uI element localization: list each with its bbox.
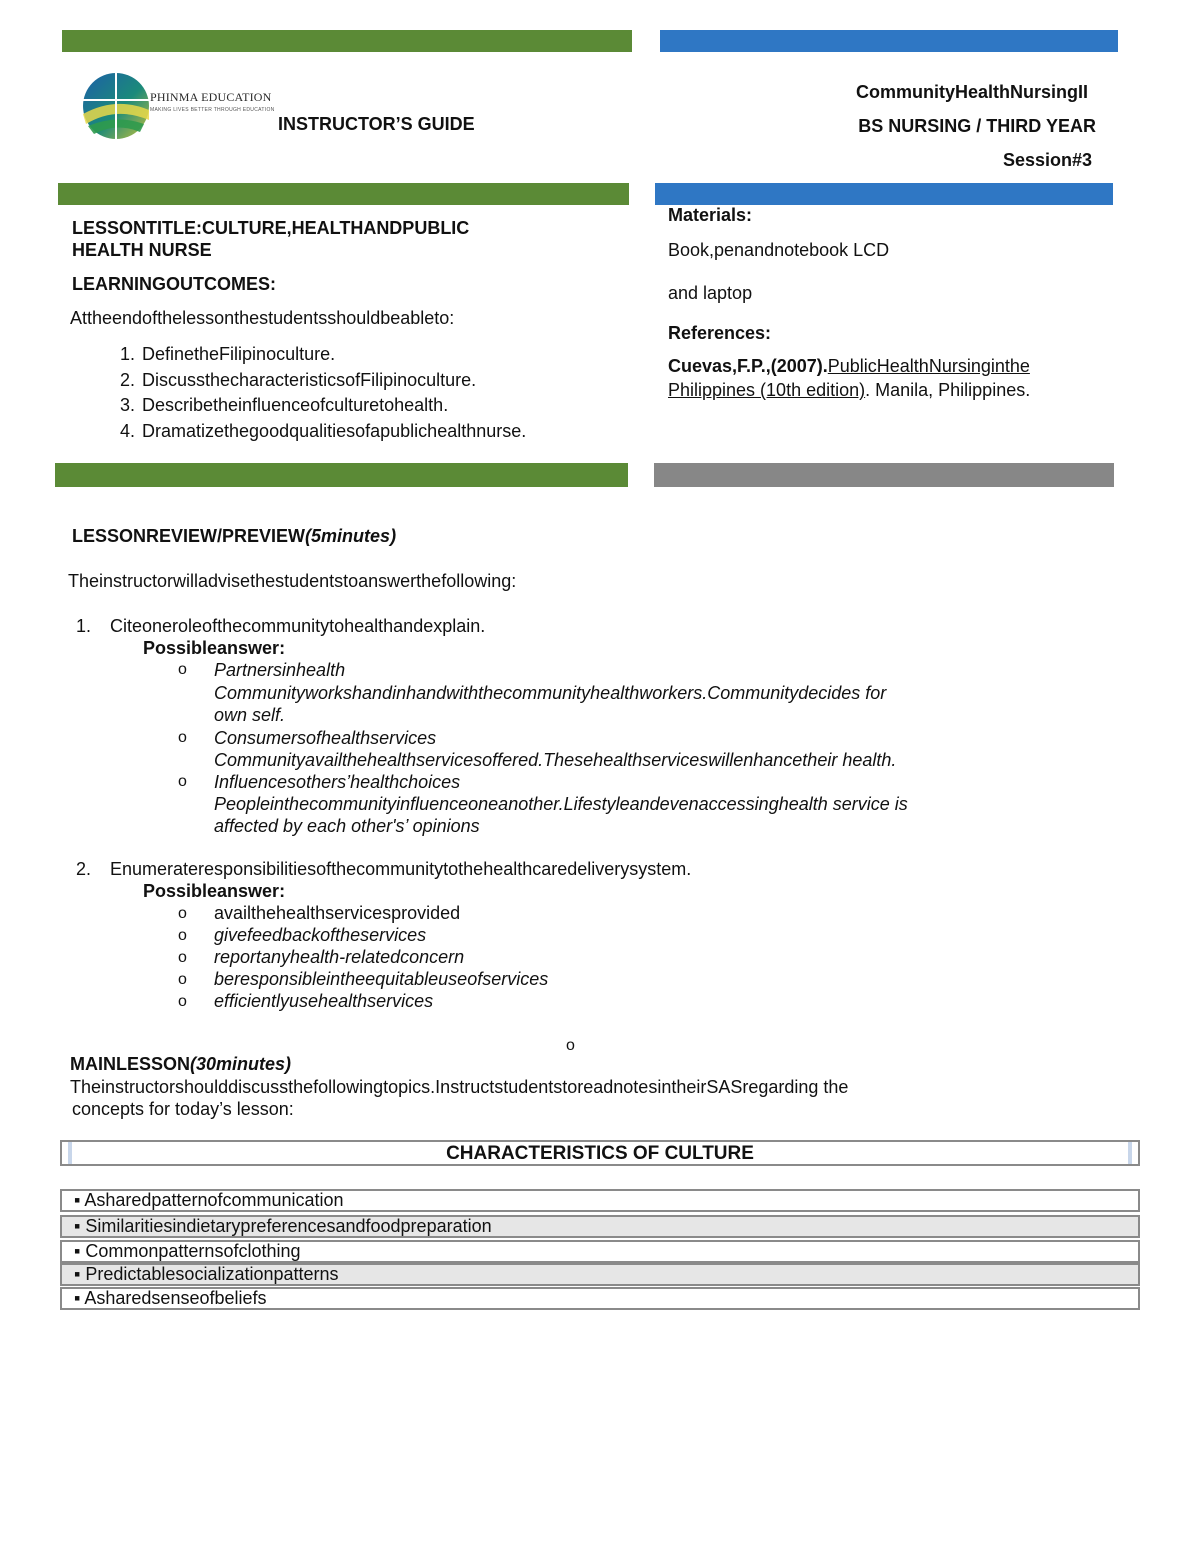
reference-line1 (668, 356, 1030, 377)
answer-text: Communityavailthehealthservicesoffered.Thesehealthserviceswillenhancetheir health. (214, 750, 897, 770)
possible-answer-label: Possibleanswer: (143, 638, 286, 658)
table-row: ▪ Commonpatternsofclothing (60, 1240, 1140, 1263)
bullet-icon: o (178, 949, 187, 966)
answer-text: own self. (214, 705, 286, 725)
materials-blue-bar (655, 183, 1113, 205)
lesson-title-line2: HEALTH NURSE (72, 240, 212, 260)
reference-publisher: . Manila, Philippines. (865, 380, 1031, 400)
table-row: ▪ Asharedsenseofbeliefs (60, 1287, 1140, 1310)
bullet-icon: o (178, 993, 187, 1010)
answer-heading: Influencesothers’healthchoices (214, 772, 461, 792)
phinma-logo (70, 68, 275, 144)
references-label: References: (668, 323, 772, 343)
review-intro: Theinstructorwilladvisethestudentstoanswerthefollowing: (68, 571, 517, 591)
bullet-icon: o (178, 905, 187, 922)
bullet-icon: o (178, 927, 187, 944)
question-2: Enumerateresponsibilitiesofthecommunitytothehealthcaredeliverysystem. (110, 859, 692, 879)
guide-title: INSTRUCTOR’S GUIDE (278, 114, 475, 134)
answer-heading: Partnersinhealth (214, 660, 346, 680)
header-green-bar (62, 30, 632, 52)
logo-wordmark: PHINMA EDUCATION (150, 90, 272, 104)
session-number: Session#3 (1002, 150, 1092, 170)
phinma-globe-icon (80, 70, 152, 142)
outcome-item: 4. Dramatizethegoodqualitiesofapublichealthnurse. (140, 419, 526, 445)
reference-line2 (668, 380, 1030, 401)
outcomes-list (72, 342, 526, 444)
stray-bullet-icon: o (566, 1037, 575, 1054)
bullet-icon: o (178, 661, 187, 678)
reference-title-part1: PublicHealthNursinginthe (827, 356, 1030, 376)
culture-table-header (60, 1140, 1140, 1166)
question-number: 2. (76, 859, 92, 879)
answer-heading: Consumersofhealthservices (214, 728, 437, 748)
possible-answer-label: Possibleanswer: (143, 881, 286, 901)
responsibility-item: beresponsibleintheequitableuseofservices (214, 969, 549, 989)
table-row: ▪ Predictablesocializationpatterns (60, 1263, 1140, 1286)
answer-text: affected by each other's’ opinions (214, 816, 480, 836)
logo-tagline: MAKING LIVES BETTER THROUGH EDUCATION (150, 107, 275, 113)
outcome-item: 3. Describetheinfluenceofculturetohealth. (140, 393, 526, 419)
program-year: BS NURSING / THIRD YEAR (858, 116, 1096, 136)
review-heading-text: LESSONREVIEW/PREVIEW (72, 526, 306, 546)
answer-text: Communityworkshandinhandwiththecommunityhealthworkers.Communitydecides for (214, 683, 887, 703)
reference-author: Cuevas,F.P.,(2007). (668, 356, 828, 376)
responsibility-item: availthehealthservicesprovided (214, 903, 461, 923)
responsibility-item: givefeedbackoftheservices (214, 925, 427, 945)
question-number: 1. (76, 616, 92, 636)
question-1: Citeoneroleofthecommunitytohealthandexplain. (110, 616, 486, 636)
answer-text: Peopleinthecommunityinfluenceoneanother.Lifestyleandevenaccessinghealth service is (214, 794, 908, 814)
culture-table-title: CHARACTERISTICS OF CULTURE (68, 1142, 1132, 1164)
lesson-title-line1: LESSONTITLE:CULTURE,HEALTHANDPUBLIC (72, 218, 470, 238)
course-name: CommunityHealthNursingII (855, 82, 1088, 102)
main-lesson-text2: concepts for today’s lesson: (72, 1099, 294, 1119)
outcome-item: 1. DefinetheFilipinoculture. (140, 342, 526, 368)
main-lesson-time: (30minutes) (190, 1054, 292, 1074)
table-row: ▪ Similaritiesindietarypreferencesandfoodpreparation (60, 1215, 1140, 1238)
section-gray-bar (654, 463, 1114, 487)
outcomes-label: LEARNINGOUTCOMES: (72, 274, 276, 294)
review-heading (72, 526, 396, 547)
bullet-icon: o (178, 729, 187, 746)
header-blue-bar (660, 30, 1118, 52)
main-lesson-heading-text: MAINLESSON (70, 1054, 191, 1074)
section-green-bar (55, 463, 628, 487)
bullet-icon: o (178, 971, 187, 988)
responsibility-item: reportanyhealth-relatedconcern (214, 947, 465, 967)
materials-line1: Book,penandnotebook LCD (668, 240, 890, 260)
outcome-item: 2. DiscussthecharacteristicsofFilipinoculture. (140, 368, 526, 394)
materials-line2: and laptop (668, 283, 753, 303)
outcomes-intro: Attheendofthelessonthestudentsshouldbeableto: (70, 308, 455, 328)
table-row: ▪ Asharedpatternofcommunication (60, 1189, 1140, 1212)
main-lesson-heading (70, 1054, 291, 1075)
reference-title-part2: Philippines (10th edition) (668, 380, 866, 400)
lesson-green-bar (58, 183, 629, 205)
review-heading-time: (5minutes) (305, 526, 397, 546)
responsibility-item: efficientlyusehealthservices (214, 991, 434, 1011)
materials-label: Materials: (668, 205, 753, 225)
bullet-icon: o (178, 773, 187, 790)
main-lesson-text1: Theinstructorshoulddiscussthefollowingtopics.InstructstudentstoreadnotesintheirSASregarding the (70, 1077, 849, 1097)
